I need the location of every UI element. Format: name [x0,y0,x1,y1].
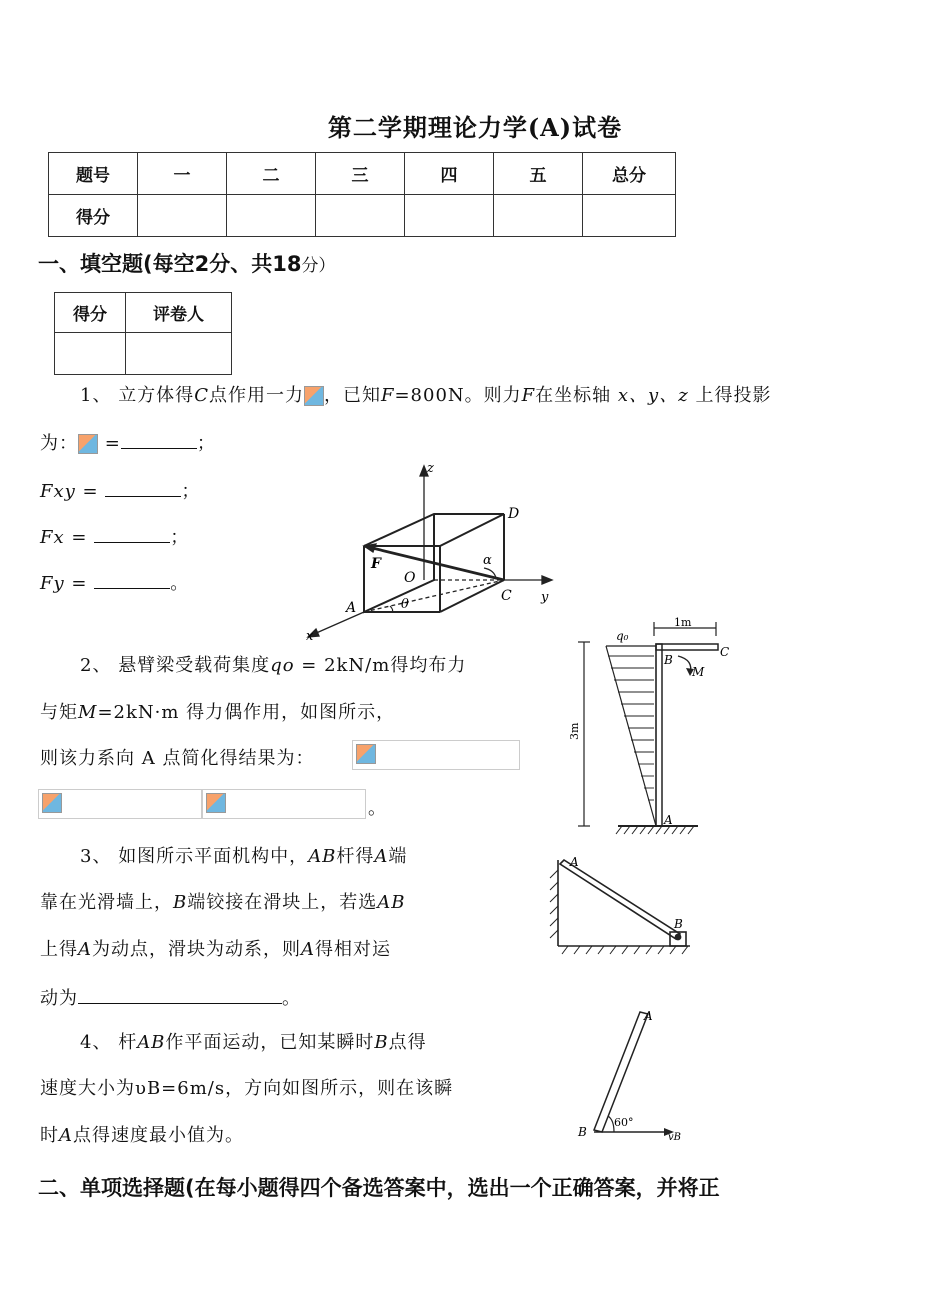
label-x: x [306,629,314,644]
grader-score-label: 得分 [55,293,126,333]
label-1m: 1m [674,616,692,629]
label-f: F [371,556,381,572]
q1-text: 为： [40,433,78,454]
q4-line1 [80,1032,427,1054]
q1-var: F [521,385,536,406]
q1-var: F [380,385,395,406]
score-header-cell: 三 [316,153,405,195]
score-header-cell: 题号 [49,153,138,195]
q4-text: 杆 [118,1032,138,1053]
q1-text: 立方体得 [118,385,195,406]
x-axis [314,612,364,634]
q2-end: 。 [368,798,387,819]
label-a: A [664,813,673,827]
broken-image-icon [206,793,226,813]
q1-text: 在坐标轴 [535,385,612,406]
cube-edge [440,580,504,612]
score-header-cell: 五 [494,153,583,195]
label-b: B [674,917,683,931]
grader-table [54,292,232,375]
q3-var: AB [308,846,337,867]
score-header-cell: 一 [138,153,227,195]
load-diagonal [606,646,656,826]
q1-answer-blank-fxy[interactable] [105,478,181,497]
wall-hatch [550,870,688,954]
q2-number: 2、 [80,655,112,676]
q3-line1 [80,846,407,868]
q3-line3 [40,939,391,961]
q3-text: 为动点，滑块为动系，则 [92,939,301,960]
q1-line2 [40,430,216,455]
q2-line2 [40,702,395,724]
pin-joint [675,934,680,939]
q3-var: AB [377,892,406,913]
grader-score-cell[interactable] [55,333,126,375]
q2-text: = 2kN/m [294,655,391,676]
hidden-edge [364,580,504,612]
label-3m: 3m [568,722,581,740]
q1-fx-label: Fx = [40,527,88,548]
q2-text: 悬臂梁受载荷集度 [118,655,271,676]
section1-heading [38,248,335,278]
score-cell[interactable] [583,195,676,237]
q3-text: 上得 [40,939,78,960]
q4-text: 速度大小为 [40,1078,135,1099]
label-d: D [508,506,520,522]
grader-name-cell[interactable] [126,333,232,375]
q3-text: 动为 [40,988,78,1009]
q3-var: B [173,892,188,913]
cantilever-figure [568,612,738,840]
label-m: M [692,665,705,679]
q2-var: M [78,702,98,723]
score-row-label: 得分 [49,195,138,237]
q1-answer-blank-fx[interactable] [94,524,170,543]
q1-text: ； [196,433,216,454]
q4-text: 时 [40,1125,59,1146]
q1-number: 1、 [80,385,112,406]
q4-var: A [59,1125,73,1146]
q4-text: =6m/s，方向如图所示，则在该瞬 [161,1078,454,1099]
q1-text: ，已知 [323,385,381,406]
label-vb: vB [668,1132,681,1143]
q2-text: 得均布力 [390,655,467,676]
ground-hatch [616,826,694,834]
q1-text: =800N。则力 [394,385,522,406]
section2-heading: 二、单项选择题(在每小题得四个备选答案中，选出一个正确答案，并将正 [38,1176,720,1200]
q1-text: ； [170,527,190,548]
broken-image-icon [304,386,324,406]
q1-text: = [104,433,121,454]
label-c: C [720,645,730,659]
mechanism-figure [544,850,694,960]
label-alpha: α [483,553,492,568]
q4-var: B [374,1032,389,1053]
q3-text: 靠在光滑墙上， [40,892,173,913]
q4-vb: υB [135,1078,162,1099]
label-y: y [541,590,549,605]
q3-var: A [78,939,92,960]
score-header-cell: 总分 [583,153,676,195]
q4-line2 [40,1078,453,1100]
score-cell[interactable] [494,195,583,237]
q1-line1 [80,385,771,407]
q3-text: 。 [282,988,301,1009]
q2-text: =2kN·m 得力偶作用，如图所示， [97,702,396,723]
force-arrow-icon [364,544,376,552]
q2-answer-box-3[interactable] [202,789,366,819]
q3-text: 如图所示平面机构中， [118,846,309,867]
score-table [48,152,676,237]
label-60deg: 60° [614,1116,634,1129]
q4-text: 点得 [388,1032,427,1053]
q4-number: 4、 [80,1032,112,1053]
score-header-cell: 四 [405,153,494,195]
q4-var: AB [137,1032,166,1053]
q1-text: ； [181,481,201,502]
q4-line3 [40,1125,244,1147]
label-z: z [427,461,434,476]
arm [656,644,718,650]
q4-text: 作平面运动，已知某瞬时 [165,1032,375,1053]
q2-answer-box-1[interactable] [352,740,520,770]
q3-text: 端 [388,846,408,867]
q3-text: 杆得 [336,846,375,867]
broken-image-icon [78,434,98,454]
score-header-cell: 二 [227,153,316,195]
q1-text: 点作用一力 [208,385,304,406]
q1-line-fx [40,524,189,549]
label-o: O [404,570,416,586]
q3-text: 端铰接在滑块上，若选 [187,892,378,913]
cube-figure [298,460,560,645]
q1-fy-label: Fy = [40,573,88,594]
q2-text: 则该力系向 A 点简化得结果为： [40,748,315,769]
score-cell[interactable] [316,195,405,237]
q1-answer-blank-fy[interactable] [94,570,170,589]
score-cell[interactable] [405,195,494,237]
q3-answer-blank[interactable] [78,985,282,1004]
q3-number: 3、 [80,846,112,867]
q1-text: 上得投影 [695,385,772,406]
q1-axes: x、y、z [617,385,689,406]
q1-line-fy [40,570,189,595]
q1-line-fxy [40,478,200,503]
q2-answer-box-2[interactable] [38,789,202,819]
q2-var: qo [270,655,295,676]
label-b: B [578,1125,587,1139]
label-a: A [346,600,357,616]
column [656,644,662,826]
section1-heading-tail: 分） [301,256,336,276]
section1-heading-text: 一、填空题(每空2分、共18 [38,252,302,276]
broken-image-icon [42,793,62,813]
q1-answer-blank-fz[interactable] [121,430,197,449]
q3-line2 [40,892,405,914]
broken-image-icon [356,744,376,764]
q2-line3 [40,748,314,770]
q3-var: A [374,846,389,867]
label-q0: q₀ [616,629,629,643]
label-a: A [570,855,579,869]
score-cell[interactable] [227,195,316,237]
grader-name-label: 评卷人 [126,293,232,333]
q2-text: 与矩 [40,702,78,723]
page-title: 第二学期理论力学(A)试卷 [327,113,623,142]
q1-var: C [194,385,209,406]
rod-ab [560,860,680,939]
q2-line1 [80,655,466,677]
score-cell[interactable] [138,195,227,237]
label-a: A [644,1009,653,1023]
label-c: C [501,588,512,604]
q3-line4 [40,985,301,1010]
q1-fxy-label: Fxy = [40,481,99,502]
q3-text: 得相对运 [315,939,391,960]
y-arrow-icon [542,576,552,584]
rod-figure [572,1006,692,1146]
rod-ab [594,1012,648,1132]
label-b: B [664,653,673,667]
q4-text: 点得速度最小值为。 [73,1125,244,1146]
q3-var: A [301,939,315,960]
q1-text: 。 [170,573,190,594]
label-theta: θ [401,597,409,612]
